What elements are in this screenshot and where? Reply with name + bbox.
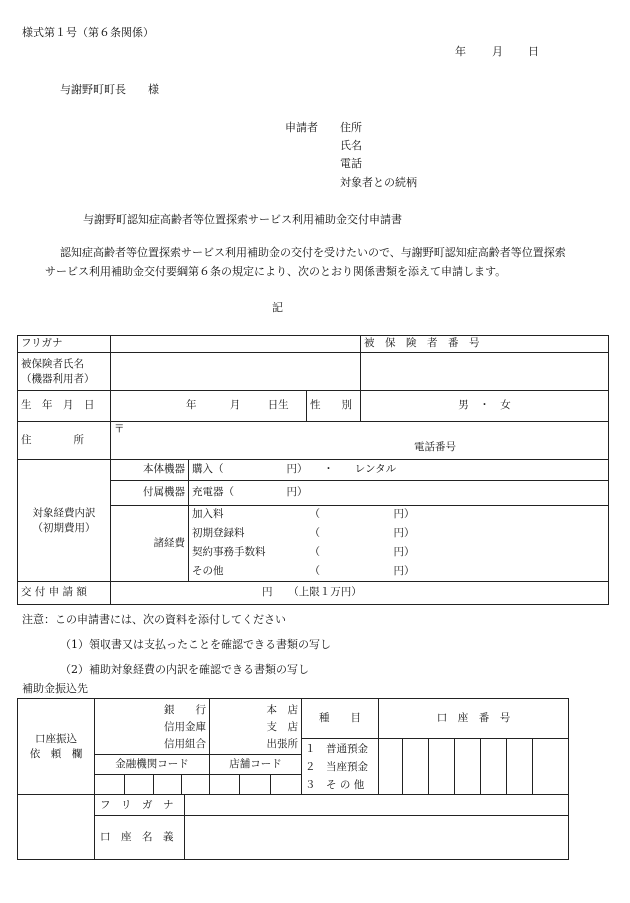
account-number-digit[interactable] — [403, 739, 429, 795]
misc-item-value[interactable]: （ 円） — [307, 544, 609, 563]
ki-mark: 記 — [272, 301, 283, 314]
misc-item-name: 加入料 — [189, 506, 307, 525]
branch-code-digit[interactable] — [210, 775, 240, 795]
account-type-other[interactable]: ３ そ の 他 — [305, 778, 365, 791]
applicant-phone-label: 電話 — [340, 157, 362, 170]
misc-item-name: 初期登録料 — [189, 525, 307, 544]
furigana-label: フリガナ — [18, 336, 111, 353]
address-input[interactable] — [111, 422, 609, 460]
account-number-digit[interactable] — [379, 739, 403, 795]
expense-label-2: （初期費用） — [32, 521, 96, 534]
expense-label-1: 対象経費内訳 — [32, 506, 96, 519]
account-name-label: 口 座 名 義 — [95, 816, 185, 859]
postal-mark: 〒 — [114, 423, 125, 435]
insured-number-input[interactable] — [361, 353, 609, 391]
expense-label — [18, 460, 111, 582]
account-number-digit[interactable] — [455, 739, 481, 795]
application-table — [17, 335, 609, 605]
account-type-label: 種 目 — [302, 699, 379, 739]
bank-code-label: 金融機関コード — [95, 755, 210, 775]
misc-item-name: 契約事務手数料 — [189, 544, 307, 563]
bank-row-label-1: 口座振込 — [35, 732, 77, 745]
branch-type-3: 出張所 — [266, 738, 299, 750]
accessory-label: 付属機器 — [111, 481, 189, 506]
birth-month-label: 月 — [229, 399, 241, 412]
account-number-label: 口 座 番 号 — [379, 699, 569, 739]
birth-day-label: 日生 — [267, 399, 289, 412]
branch-type-1: 本 店 — [266, 704, 299, 716]
applicant-address-label: 住所 — [340, 121, 362, 134]
bank-type-3: 信用組合 — [164, 738, 206, 750]
body-line-2: サービス利用補助金交付要綱第６条の規定により、次のとおり関係書類を添えて申請します。 — [45, 265, 507, 278]
insured-name-input[interactable] — [111, 353, 361, 391]
misc-item-value[interactable]: （ 円） — [307, 525, 609, 544]
body-line-1: 認知症高齢者等位置探索サービス利用補助金の交付を受けたいので、与謝野町認知症高齢者等位置探索 — [60, 246, 566, 259]
form-number: 様式第１号（第６条関係） — [22, 26, 154, 39]
request-amount-label: 交 付 申 請 額 — [18, 582, 111, 605]
bank-row-label — [18, 699, 95, 795]
birth-year-label: 年 — [186, 399, 197, 412]
phone-label: 電話番号 — [414, 440, 456, 453]
notes-item-1: （1）領収書又は支払ったことを確認できる書類の写し — [60, 638, 331, 651]
device-value[interactable]: 購入（ 円） ・ レンタル — [189, 460, 609, 481]
bank-type-1: 銀 行 — [164, 704, 206, 716]
device-label: 本体機器 — [111, 460, 189, 481]
account-type-ordinary[interactable]: １ 普通預金 — [305, 742, 369, 755]
insured-number-label: 被 保 険 者 番 号 — [361, 336, 609, 353]
gender-label: 性 別 — [307, 391, 361, 422]
date-month-label: 月 — [492, 45, 503, 58]
branch-code-label: 店舗コード — [210, 755, 302, 775]
bank-type-cell[interactable] — [95, 699, 210, 755]
branch-type-2: 支 店 — [266, 721, 299, 733]
furigana-input[interactable] — [111, 336, 361, 353]
bank-row-label-spacer — [18, 795, 95, 860]
account-holder-cell — [95, 795, 569, 860]
bank-code-digit[interactable] — [182, 775, 210, 795]
misc-item-name: その他 — [189, 563, 307, 582]
account-type-options[interactable] — [302, 739, 379, 795]
misc-label: 諸経費 — [111, 506, 189, 582]
account-number-digit[interactable] — [481, 739, 507, 795]
date-year-label: 年 — [455, 45, 466, 58]
account-name-input[interactable] — [185, 816, 568, 859]
account-type-current[interactable]: ２ 当座預金 — [305, 760, 369, 773]
branch-type-cell[interactable] — [210, 699, 302, 755]
address-label: 住 所 — [18, 422, 111, 460]
request-amount-input[interactable] — [111, 582, 609, 605]
bank-type-2: 信用金庫 — [164, 721, 206, 733]
bank-table — [17, 698, 569, 860]
account-furigana-input[interactable] — [185, 795, 568, 815]
insured-name-label — [18, 353, 111, 391]
bank-code-digit[interactable] — [95, 775, 125, 795]
document-title: 与謝野町認知症高齢者等位置探索サービス利用補助金交付申請書 — [83, 213, 402, 226]
birth-date-label: 生 年 月 日 — [18, 391, 111, 422]
applicant-name-label: 氏名 — [340, 139, 362, 152]
account-number-digit[interactable] — [429, 739, 455, 795]
gender-choice[interactable]: 男 ・ 女 — [361, 391, 609, 422]
accessory-value[interactable]: 充電器（ 円） — [189, 481, 609, 506]
bank-code-digit[interactable] — [154, 775, 182, 795]
applicant-relationship-label: 対象者との続柄 — [340, 176, 417, 189]
request-amount-value: 円 （上限１万円） — [262, 586, 362, 599]
bank-row-label-2: 依 頼 欄 — [29, 747, 83, 760]
insured-name-label-2: （機器利用者） — [21, 372, 95, 385]
addressee: 与謝野町町長 様 — [60, 83, 159, 96]
applicant-label: 申請者 — [285, 121, 318, 134]
bank-code-digit[interactable] — [125, 775, 154, 795]
branch-code-digit[interactable] — [271, 775, 302, 795]
notes-heading: 注意：この申請書には、次の資料を添付してください — [22, 613, 286, 626]
branch-code-digit[interactable] — [240, 775, 271, 795]
account-number-digit[interactable] — [533, 739, 569, 795]
bank-section-title: 補助金振込先 — [22, 682, 88, 695]
date-day-label: 日 — [528, 45, 539, 58]
misc-item-value[interactable]: （ 円） — [307, 506, 609, 525]
birth-date-input[interactable] — [111, 391, 307, 422]
account-number-digit[interactable] — [507, 739, 533, 795]
misc-item-value[interactable]: （ 円） — [307, 563, 609, 582]
insured-name-label-1: 被保険者氏名 — [21, 357, 84, 370]
notes-item-2: （2）補助対象経費の内訳を確認できる書類の写し — [60, 663, 309, 676]
furigana-label: フ リ ガ ナ — [95, 795, 185, 815]
